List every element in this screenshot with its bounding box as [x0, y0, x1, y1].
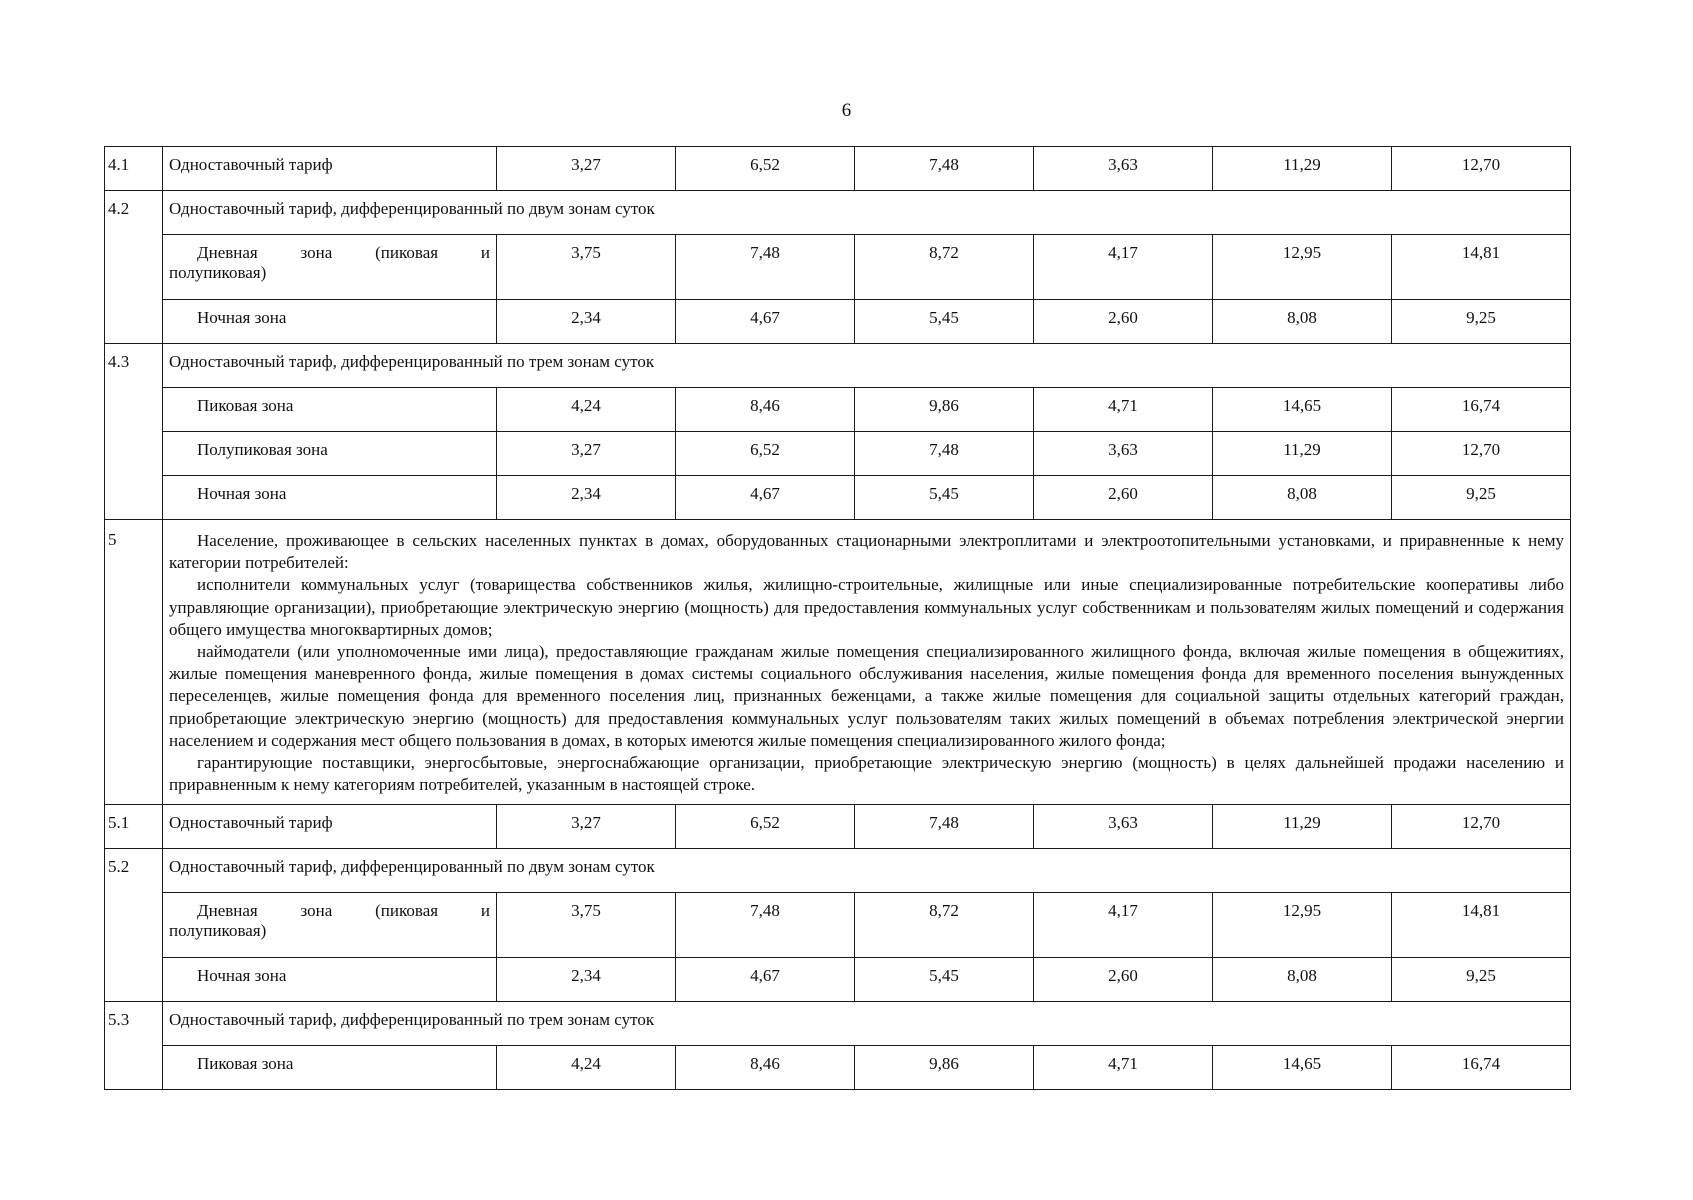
- value-cell: 3,63: [1034, 147, 1213, 191]
- value-cell: 7,48: [676, 235, 855, 300]
- value-cell: 8,08: [1213, 476, 1392, 520]
- row-name: Ночная зона: [163, 300, 497, 344]
- value-cell: 8,46: [676, 1046, 855, 1090]
- row-name-line: Дневная зона (пиковая и: [197, 243, 490, 262]
- value-cell: 9,86: [855, 1046, 1034, 1090]
- value-cell: 11,29: [1213, 432, 1392, 476]
- row-name-line: Дневная зона (пиковая и: [197, 901, 490, 921]
- table-row: [105, 958, 1571, 1002]
- row-name: [163, 235, 497, 300]
- table-row: [105, 520, 1571, 805]
- value-cell: 14,65: [1213, 388, 1392, 432]
- value-cell: 7,48: [855, 805, 1034, 849]
- table-row: [105, 235, 1571, 300]
- value-cell: 7,48: [855, 432, 1034, 476]
- value-cell: 2,60: [1034, 958, 1213, 1002]
- row-name: Одноставочный тариф: [163, 147, 497, 191]
- value-cell: 5,45: [855, 958, 1034, 1002]
- value-cell: 14,65: [1213, 1046, 1392, 1090]
- row-name: [163, 893, 497, 958]
- table-row: [105, 147, 1571, 191]
- description-paragraph: Население, проживающее в сельских населенных пунктах в домах, оборудованных стационарными электроплитами и электроотопительными установками, и приравненные к нему категории потребителей:: [169, 531, 1564, 573]
- value-cell: 6,52: [676, 805, 855, 849]
- table-row: [105, 344, 1571, 388]
- table-row: [105, 1046, 1571, 1090]
- value-cell: 7,48: [855, 147, 1034, 191]
- value-cell: 4,71: [1034, 1046, 1213, 1090]
- table-row: [105, 805, 1571, 849]
- value-cell: 14,81: [1392, 235, 1571, 300]
- description-paragraph: гарантирующие поставщики, энергосбытовые, энергоснабжающие организации, приобретающие электрическую энергию (мощность) в целях дальнейшей продажи населению и приравненным к нему категориям потребителей, указанным в настоящей строке.: [169, 753, 1564, 795]
- value-cell: 3,27: [497, 805, 676, 849]
- value-cell: 16,74: [1392, 1046, 1571, 1090]
- row-name: Пиковая зона: [163, 1046, 497, 1090]
- value-cell: 6,52: [676, 147, 855, 191]
- description-paragraph: исполнители коммунальных услуг (товарищества собственников жилья, жилищно-строительные, жилищные или иные специализированные потребительские кооперативы либо управляющие организации), приобретающие электрическую энергию (мощность) для предоставления коммунальных услуг собственникам и пользователям жилых помещений и содержания общего имущества многоквартирных домов;: [169, 575, 1564, 639]
- row-name-line: полупиковая): [169, 921, 267, 941]
- row-code: 5.1: [105, 805, 163, 849]
- row-code: 5.2: [105, 849, 163, 1002]
- row-heading: Одноставочный тариф, дифференцированный по двум зонам суток: [163, 191, 1571, 235]
- value-cell: 12,70: [1392, 147, 1571, 191]
- table-row: [105, 476, 1571, 520]
- value-cell: 4,24: [497, 1046, 676, 1090]
- table-row: [105, 191, 1571, 235]
- value-cell: 9,86: [855, 388, 1034, 432]
- value-cell: 4,71: [1034, 388, 1213, 432]
- value-cell: 3,75: [497, 893, 676, 958]
- value-cell: 4,67: [676, 300, 855, 344]
- value-cell: 7,48: [676, 893, 855, 958]
- value-cell: 12,70: [1392, 805, 1571, 849]
- value-cell: 11,29: [1213, 147, 1392, 191]
- value-cell: 4,17: [1034, 893, 1213, 958]
- row-name: Полупиковая зона: [163, 432, 497, 476]
- page-number: 6: [841, 100, 852, 121]
- table-row: [105, 432, 1571, 476]
- row-name: Пиковая зона: [163, 388, 497, 432]
- value-cell: 9,25: [1392, 958, 1571, 1002]
- value-cell: 8,72: [855, 893, 1034, 958]
- value-cell: 9,25: [1392, 476, 1571, 520]
- value-cell: 4,67: [676, 958, 855, 1002]
- row-heading: Одноставочный тариф, дифференцированный по трем зонам суток: [163, 1002, 1571, 1046]
- value-cell: 2,60: [1034, 476, 1213, 520]
- value-cell: 6,52: [676, 432, 855, 476]
- row-name-line: полупиковая): [169, 263, 267, 282]
- row-heading: Одноставочный тариф, дифференцированный по трем зонам суток: [163, 344, 1571, 388]
- row-name: Ночная зона: [163, 958, 497, 1002]
- row-description: [163, 520, 1571, 805]
- value-cell: 2,34: [497, 300, 676, 344]
- value-cell: 11,29: [1213, 805, 1392, 849]
- row-name: Одноставочный тариф: [163, 805, 497, 849]
- value-cell: 2,60: [1034, 300, 1213, 344]
- value-cell: 4,24: [497, 388, 676, 432]
- value-cell: 2,34: [497, 476, 676, 520]
- value-cell: 3,63: [1034, 805, 1213, 849]
- value-cell: 4,67: [676, 476, 855, 520]
- row-heading: Одноставочный тариф, дифференцированный по двум зонам суток: [163, 849, 1571, 893]
- value-cell: 3,27: [497, 432, 676, 476]
- value-cell: 12,95: [1213, 893, 1392, 958]
- value-cell: 9,25: [1392, 300, 1571, 344]
- value-cell: 8,72: [855, 235, 1034, 300]
- row-code: 4.2: [105, 191, 163, 344]
- row-code: 4.3: [105, 344, 163, 520]
- row-code: 4.1: [105, 147, 163, 191]
- value-cell: 8,08: [1213, 958, 1392, 1002]
- tariff-table: [104, 146, 1571, 1090]
- row-code: 5.3: [105, 1002, 163, 1090]
- value-cell: 5,45: [855, 300, 1034, 344]
- table-row: [105, 849, 1571, 893]
- table-row: [105, 893, 1571, 958]
- value-cell: 14,81: [1392, 893, 1571, 958]
- value-cell: 3,27: [497, 147, 676, 191]
- row-code: 5: [105, 520, 163, 805]
- description-paragraph: наймодатели (или уполномоченные ими лица), предоставляющие гражданам жилые помещения специализированного жилищного фонда, включая жилые помещения в общежитиях, жилые помещения маневренного фонда, жилые помещения в домах системы социального обслуживания населения, жилые помещения фонда для временного поселения вынужденных переселенцев, жилые помещения фонда для временного поселения лиц, признанных беженцами, а также жилые помещения для социальной защиты отдельных категорий граждан, приобретающие электрическую энергию (мощность) для предоставления коммунальных услуг пользователям таких жилых помещений в объемах потребления электрической энергии населением и содержания мест общего пользования в домах, в которых имеются жилые помещения специализированного жилого фонда;: [169, 642, 1564, 750]
- value-cell: 5,45: [855, 476, 1034, 520]
- value-cell: 4,17: [1034, 235, 1213, 300]
- table-row: [105, 1002, 1571, 1046]
- value-cell: 12,70: [1392, 432, 1571, 476]
- value-cell: 3,63: [1034, 432, 1213, 476]
- table-row: [105, 300, 1571, 344]
- value-cell: 12,95: [1213, 235, 1392, 300]
- row-name: Ночная зона: [163, 476, 497, 520]
- value-cell: 2,34: [497, 958, 676, 1002]
- value-cell: 8,08: [1213, 300, 1392, 344]
- table-row: [105, 388, 1571, 432]
- value-cell: 16,74: [1392, 388, 1571, 432]
- value-cell: 8,46: [676, 388, 855, 432]
- value-cell: 3,75: [497, 235, 676, 300]
